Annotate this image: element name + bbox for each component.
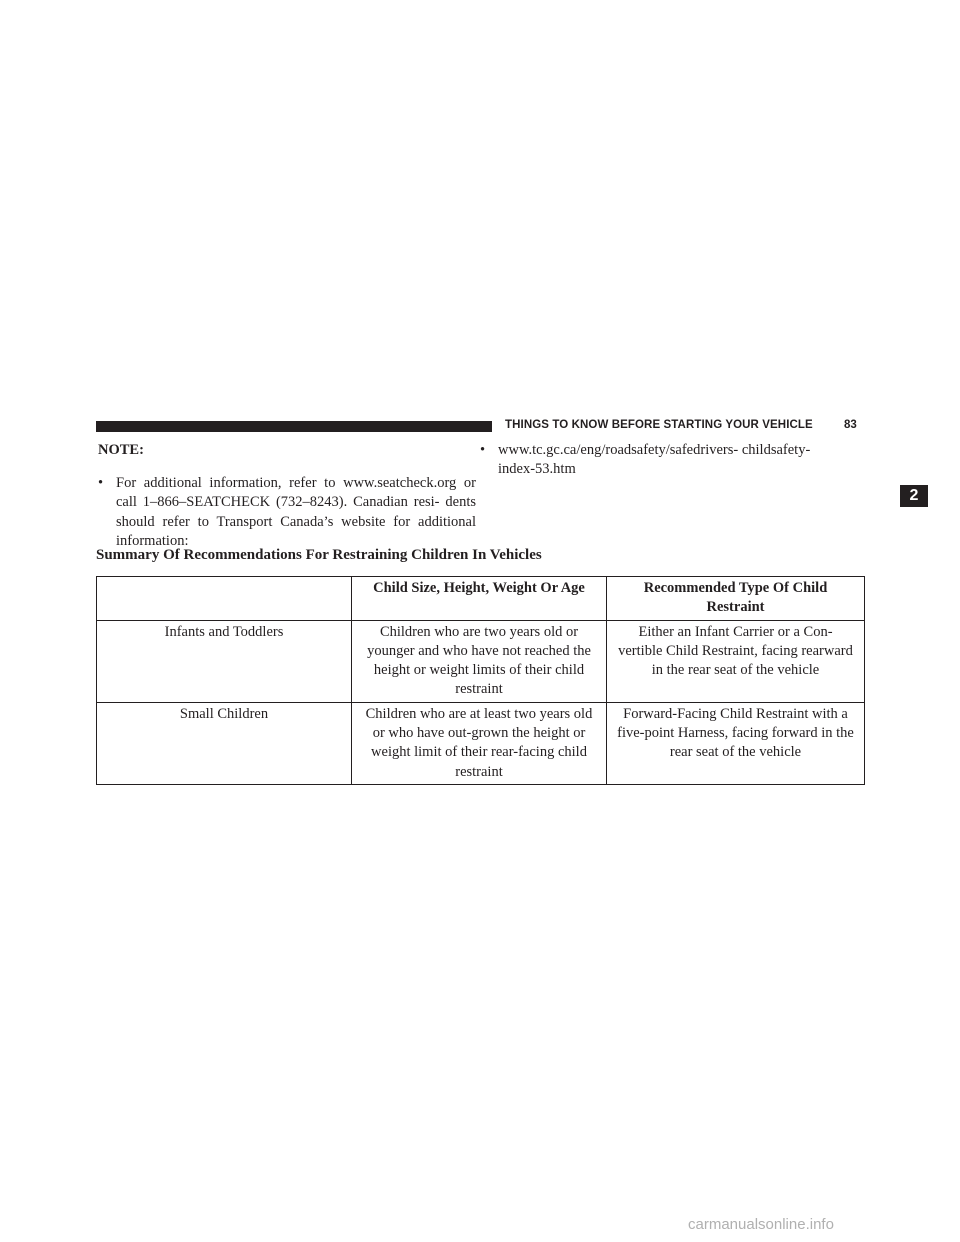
bullet-text: For additional information, refer to www.seatcheck.org or call 1–866–SEATCHECK (732–8243). Canadian resi- dents should refer to Transport Canada’s website for additional information:	[116, 475, 476, 549]
chapter-tab: 2	[900, 485, 928, 507]
table-cell: Forward-Facing Child Restraint with a five-point Harness, facing forward in the rear seat of the vehicle	[607, 702, 865, 784]
table-header-row	[97, 577, 865, 621]
summary-title: Summary Of Recommendations For Restraining Children In Vehicles	[96, 547, 542, 563]
page-number: 83	[844, 419, 857, 431]
header-cell-empty	[97, 577, 352, 621]
table-cell: Children who are at least two years old or who have out-grown the height or weight limit of their rear-facing child restraint	[352, 702, 607, 784]
table-cell: Children who are two years old or younger and who have not reached the height or weight limits of their child restraint	[352, 620, 607, 702]
table-cell: Either an Infant Carrier or a Con- vertible Child Restraint, facing rearward in the rear seat of the vehicle	[607, 620, 865, 702]
bullet-icon: •	[480, 442, 486, 458]
table-row	[97, 620, 865, 702]
note-bullet-seatcheck	[98, 474, 476, 551]
note-bullet-transport-canada	[480, 441, 820, 480]
table-cell: Infants and Toddlers	[97, 620, 352, 702]
section-title: THINGS TO KNOW BEFORE STARTING YOUR VEHICLE	[505, 419, 813, 431]
table-cell: Small Children	[97, 702, 352, 784]
recommendations-table	[96, 576, 865, 785]
table-row	[97, 702, 865, 784]
header-cell-child-size: Child Size, Height, Weight Or Age	[352, 577, 607, 621]
header-cell-restraint-type: Recommended Type Of Child Restraint	[607, 577, 865, 621]
watermark: carmanualsonline.info	[688, 1216, 834, 1233]
bullet-icon: •	[98, 475, 104, 491]
note-label: NOTE:	[98, 442, 144, 458]
bullet-text: www.tc.gc.ca/eng/roadsafety/safedrivers- childsafety-index-53.htm	[498, 442, 811, 478]
header-rule	[96, 421, 492, 432]
